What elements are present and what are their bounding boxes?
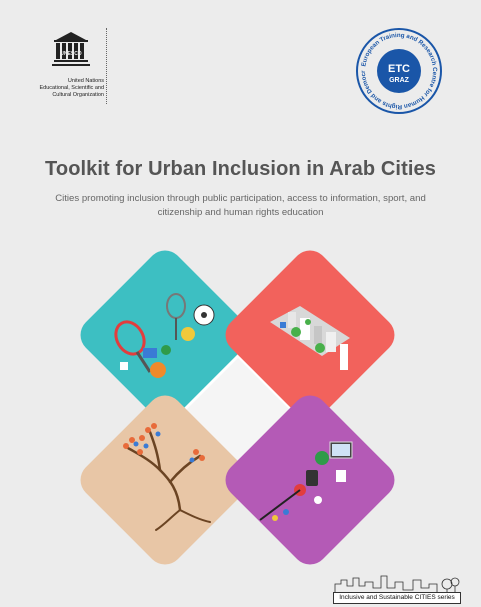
document-subtitle: Cities promoting inclusion through public participation, access to information, sport, and citizenship and human rights education <box>55 193 426 218</box>
unesco-org-line-2: Educational, Scientific and <box>39 85 104 91</box>
etc-ring-text: European Training and Research Centre for Human Rights and Democr <box>359 31 439 111</box>
unesco-org-line-3: Cultural Organization <box>52 92 104 98</box>
cover-illustration <box>0 230 481 590</box>
unesco-wordmark: UNESCO <box>60 51 82 57</box>
etc-logo-subtext: GRAZ <box>389 77 409 84</box>
unesco-org-line-1: United Nations <box>67 78 104 84</box>
unesco-divider <box>106 28 107 104</box>
etc-logo-text: ETC <box>388 63 410 75</box>
unesco-organization-name <box>28 78 104 99</box>
document-title: Toolkit for Urban Inclusion in Arab Cities <box>45 158 436 180</box>
series-label: Inclusive and Sustainable CITIES series <box>333 592 461 604</box>
etc-graz-logo <box>353 25 445 117</box>
